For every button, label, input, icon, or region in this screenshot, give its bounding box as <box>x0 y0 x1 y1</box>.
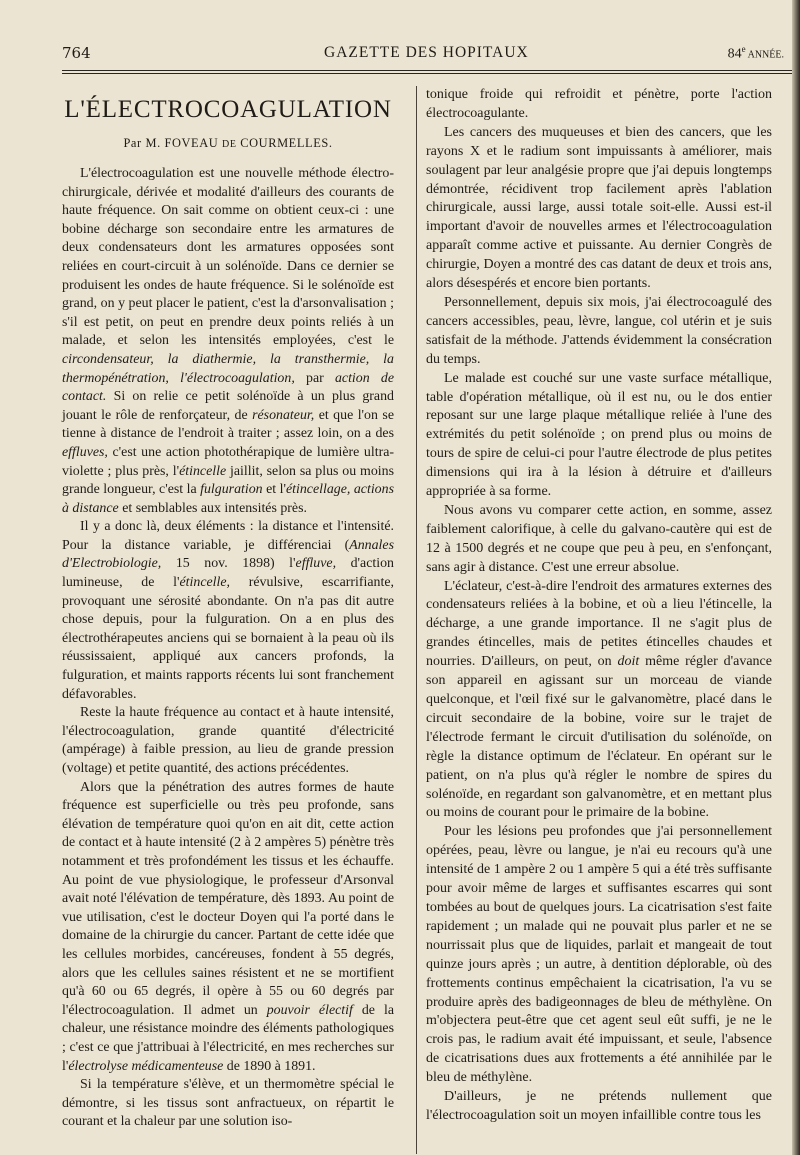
paragraph: L'éclateur, c'est-à-dire l'endroit des armatures externes des condensateurs reliées à la bobine, et où a lieu l'étincelle, la décharge, a une grande importance. Il ne s'agit plus de grandes étincelles, mais de petites étincelles chaudes et nourries. D'ailleurs, on peut, on doit même régler d'avance son appareil en agissant sur un morceau de viande quelconque, et l'œil fixé sur le galvanomètre, placé dans le circuit secondaire de la bobine, voire sur le trajet de l'électrode fermant le circuit d'utilisation du solénoïde, on règle la distance optimum de l'éclateur. En opérant sur le patient, on n'a plus qu'à régler le nombre de spires du solénoïde, en regardant son galvanomètre, et en mettant plus ou moins de courant pour le primaire de la bobine. <box>426 578 772 821</box>
paragraph: Alors que la pénétration des autres formes de haute fréquence est superficielle ou très peu profonde, sans élévation de température quoi qu'on en ait dit, cette action de contact et à haute intensité (2 à 2 ampères 5) pénètre très notamment et très profondément les tissus et les échauffe. Au point de vue physiologique, le professeur d'Arsonval avait noté l'élévation de température, dès 1893. Au point de vue utilisation, c'est le docteur Doyen qui l'a porté dans le domaine de la chirurgie du cancer. Partant de cette idée que les cellules morbides, cancéreuses, fondent à 55 degrés, alors que les cellules saines résistent et ne se mortifient qu'à 60 ou 65 degrés, il opère à 55 ou 60 degrés par l'électrocoagulation. Il admet un pouvoir électif de la chaleur, une résistance moindre des éléments pathologiques ; c'est ce que j'attribuai à l'électricité, en mes recherches sur l'électrolyse médicamenteuse de 1890 à 1891. <box>62 779 394 1074</box>
page-number: 764 <box>62 44 91 62</box>
paragraph: Si la température s'élève, et un thermomètre spécial le démontre, si les tissus sont anfractueux, on répartit le courant et la chaleur par une solution iso- <box>62 1077 394 1130</box>
right-column <box>426 86 772 1126</box>
paragraph: Le malade est couché sur une vaste surface métallique, table d'opération métallique, où il est nu, ou le dos entier reposant sur une large plaque métallique reliée à l'une des extrémités du petit solénoïde ; on prend plus ou moins de tours de spire de celui-ci pour l'autre électrode de plus petites dimensions qui ira à la lésion à détruire et d'ailleurs appropriée à sa forme. <box>426 370 772 500</box>
header-rule-top <box>62 70 792 71</box>
paragraph: Reste la haute fréquence au contact et à haute intensité, l'électrocoagulation, grande quantité d'électricité (ampérage) à faible pression, au lieu de grande pression (voltage) et petite quantité, des actions précédentes. <box>62 705 394 776</box>
paragraph: tonique froide qui refroidit et pénètre, porte l'action électrocoagulante. <box>426 87 772 121</box>
left-column <box>62 92 394 1132</box>
book-spine-edge <box>792 0 800 1155</box>
paragraph: Les cancers des muqueuses et bien des cancers, que les rayons X et le radium sont impuissants à améliorer, mais soulagent par leur analgésie propre que j'ai depuis longtemps démontrée, récidivent trop facilement après l'ablation chirurgicale, aussi large, aussi totale soit-elle. Aussi est-il important d'avoir de nouvelles armes et l'électrocoagulation apparaît comme active et puissante. Au dernier Congrès de chirurgie, Doyen a montré des cas datant de deux et trois ans, alors désespérés et encore bien portants. <box>426 124 772 292</box>
year-label: 84e ANNÉE. <box>727 44 784 62</box>
column-divider <box>416 86 417 1154</box>
paragraph: Nous avons vu comparer cette action, en somme, assez faiblement calorifique, à celle du galvano-cautère qui est de 12 à 1500 degrés et ne coupe que peu à peu, en s'enfonçant, sans agir à distance. C'est une erreur absolue. <box>426 502 772 575</box>
journal-title: GAZETTE DES HOPITAUX <box>324 44 529 61</box>
paragraph: L'électrocoagulation est une nouvelle méthode électro-chirurgicale, dérivée et modalité d'ailleurs des courants de haute fréquence. On sait comme on obtient ceux-ci : une bobine décharge son secondaire entre les armatures de deux condensateurs dont les armatures opposées sont reliées en court-circuit à un solénoïde. Dans ce dernier se produisent les ondes de haute fréquence. Si le solénoïde est grand, on y peut placer le patient, c'est la d'arsonvalisation ; s'il est petit, on peut en prendre deux points reliés à un malade, et selon les intensités employées, c'est le circondensateur, la diathermie, la transthermie, la thermopénétration, l'électrocoagulation, par action de contact. Si on relie ce petit solénoïde à un plus grand jouant le rôle de renforçateur, de résonateur, et que l'on se tienne à distance de l'endroit à traiter ; assez loin, on a des effluves, c'est une action photothérapique de lumière ultra-violette ; plus près, l'étincelle jaillit, selon sa plus ou moins grande longueur, c'est la fulguration et l'étincellage, actions à distance et semblables aux intensités près. <box>62 166 394 516</box>
paragraph: Pour les lésions peu profondes que j'ai personnellement opérées, peau, lèvre ou langue, je n'ai eu recours qu'à une intensité de 1 ampère 2 ou 1 ampère 5 qui a été très suffisante pour avoir même de larges et suffisantes escarres qui sont tombées au bout de quelques jours. La cicatrisation s'est faite rapidement ; un malade qui ne pouvait plus parler et ne se nourrissait plus que de liquides, parlait et mangeait de tout quinze jours après ; un autre, à dentition déplorable, où des frottements continus empêchaient la cicatrisation, l'a vu se produire après des badigeonnages de bleu de méthylène. On m'objectera peut-être que cet agent seul eût suffi, je ne le crois pas, le radium avait été impuissant, et seule, l'absence de cicatrisations dues aux frottements a été annihilée par le bleu de méthylène. <box>426 824 772 1086</box>
header-rule-bottom <box>62 73 792 74</box>
article-byline: Par M. FOVEAU DE COURMELLES. <box>123 136 333 150</box>
paragraph: Personnellement, depuis six mois, j'ai électrocoagulé des cancers accessibles, peau, lèvre, langue, col utérin et je suis satisfait de la méthode. J'attends évidemment la consécration du temps. <box>426 294 772 367</box>
paragraph: D'ailleurs, je ne prétends nullement que l'électrocoagulation soit un moyen infaillible contre tous les <box>426 1089 772 1123</box>
article-title: L'ÉLECTROCOAGULATION <box>64 96 392 123</box>
paragraph: Il y a donc là, deux éléments : la distance et l'intensité. Pour la distance variable, je différenciai (Annales d'Electrobiologie, 15 nov. 1898) l'effluve, d'action lumineuse, de l'étincelle, révulsive, escarrifiante, provoquant une sérosité abondante. On n'a pas dit autre chose depuis, pour la fulguration. On a en plus des électrothérapeutes anciens qui se bornaient à la peau où ils réussissaient, appliqué aux cancers profonds, la fulguration, et maints rapports récents lui sont franchement défavorables. <box>62 519 394 702</box>
running-header <box>62 44 792 66</box>
